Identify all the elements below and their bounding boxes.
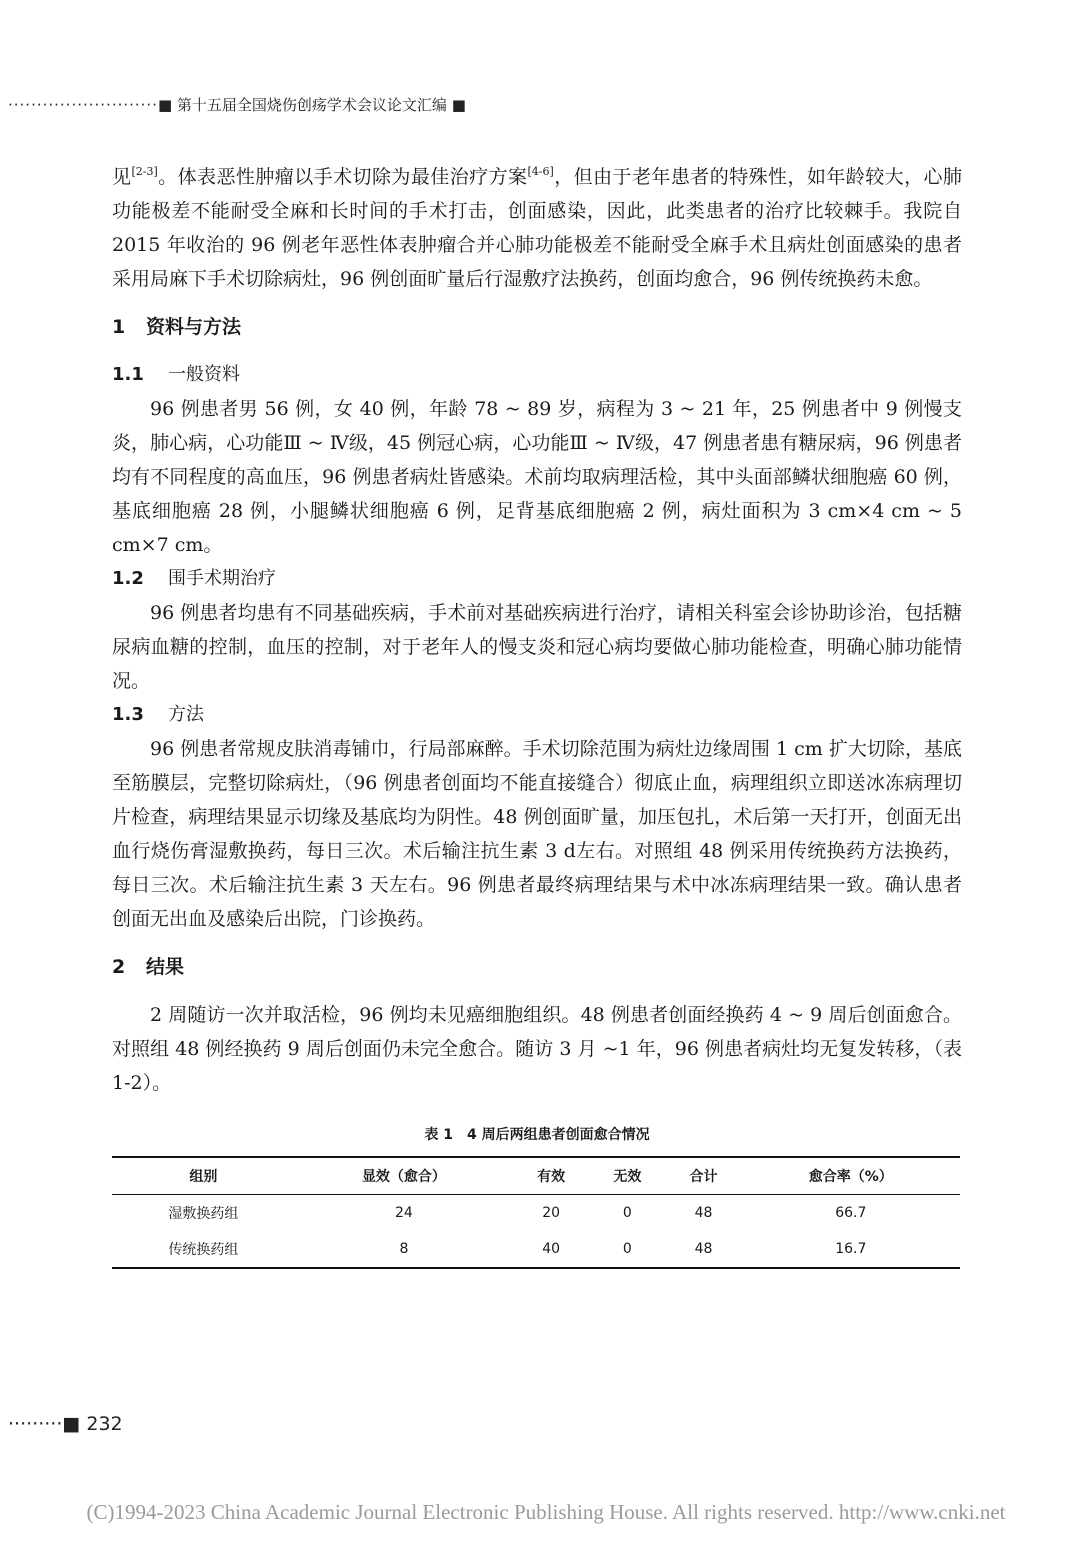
subsection-1-2-title: 围手术期治疗 — [168, 568, 276, 589]
table-header-cell: 愈合率（%） — [742, 1157, 960, 1195]
table-cell: 20 — [542, 1205, 561, 1221]
subsection-1-1-heading — [112, 358, 962, 392]
subsection-1-2-paragraph: 96 例患者均患有不同基础疾病，手术前对基础疾病进行治疗，请相关科室会诊协助诊治，包括糖尿病血糖的控制，血压的控制，对于老年人的慢支炎和冠心病均要做心肺功能检查，明确心肺功能情况。 — [112, 602, 962, 692]
section-2-heading — [112, 950, 962, 984]
intro-text-2: 。体表恶性肿瘤以手术切除为最佳治疗方案 — [157, 166, 528, 188]
table-header-row — [112, 1157, 960, 1195]
copyright-watermark: (C)1994-2023 China Academic Journal Electronic Publishing House. All rights reserved. http://www.cnki.net — [86, 1500, 1006, 1524]
subsection-1-2-heading — [112, 562, 962, 596]
table-header-cell: 组别 — [112, 1157, 295, 1195]
citation-ref-2-3: [2-3] — [131, 165, 158, 178]
subsection-1-2-number: 1.2 — [112, 568, 144, 589]
section-2-paragraph: 2 周随访一次并取活检，96 例均未见癌细胞组织。48 例患者创面经换药 4 ~ 9 周后创面愈合。对照组 48 例经换药 9 周后创面仍未完全愈合。随访 3 月 ~1 年，96 例患者病灶均无复发转移，（表 1-2）。 — [112, 1004, 962, 1094]
intro-text-1: 见 — [112, 166, 132, 188]
table-cell: 66.7 — [835, 1205, 867, 1221]
running-header — [8, 94, 466, 115]
page-number: ■ 232 — [62, 1413, 123, 1435]
intro-text-3: ，但由于老年患者的特殊性，如年龄较大，心肺功能极差不能耐受全麻和长时间的手术打击，创面感染，因此，此类患者的治疗比较棘手。我院自 2015 年收治的 96 例老年恶性体表肿瘤合并心肺功能极差不能耐受全麻手术且病灶创面感染的患者采用局麻下手术切除病灶，96 例创面旷量后行湿敷疗法换药，创面均愈合，96 例传统换药未愈。 — [112, 166, 962, 290]
table-cell: 40 — [513, 1231, 589, 1268]
table-1-caption: 表 1 4 周后两组患者创面愈合情况 — [424, 1127, 650, 1143]
table-cell: 湿敷换药组 — [168, 1206, 239, 1222]
table-header-cell: 无效 — [589, 1157, 665, 1195]
section-1-number: 1 — [112, 316, 126, 338]
page-footer — [8, 1413, 123, 1435]
citation-ref-4-6: [4-6] — [527, 165, 554, 178]
table-cell: 24 — [395, 1205, 413, 1221]
table-header-cell: 显效（愈合） — [295, 1157, 513, 1195]
table-cell: 8 — [295, 1231, 513, 1268]
subsection-1-1-title: 一般资料 — [168, 364, 240, 385]
table-cell: 传统换药组 — [112, 1231, 295, 1268]
table-cell: 48 — [665, 1231, 741, 1268]
subsection-1-1-number: 1.1 — [112, 364, 144, 385]
table-row — [112, 1195, 960, 1232]
table-cell: 16.7 — [742, 1231, 960, 1268]
section-2-title: 结果 — [146, 956, 185, 978]
section-1-heading — [112, 310, 962, 344]
table-row — [112, 1231, 960, 1268]
table-header-cell: 有效 — [513, 1157, 589, 1195]
subsection-1-3-heading — [112, 698, 962, 732]
table-cell: 0 — [622, 1205, 632, 1221]
subsection-1-3-title: 方法 — [168, 704, 204, 725]
header-leader-dots: ·························· — [8, 96, 158, 114]
table-1 — [112, 1156, 960, 1269]
subsection-1-1-paragraph: 96 例患者男 56 例，女 40 例，年龄 78 ~ 89 岁，病程为 3 ~ 21 年，25 例患者中 9 例慢支炎，肺心病，心功能Ⅲ ~ Ⅳ级，45 例冠心病，心功能Ⅲ ~ Ⅳ级，47 例患者患有糖尿病，96 例患者均有不同程度的高血压，96 例患者病灶皆感染。术前均取病理活检，其中头面部鳞状细胞癌 60 例，基底细胞癌 28 例，小腿鳞状细胞癌 6 例，足背基底细胞癌 2 例，病灶面积为 3 cm×4 cm ~ 5 cm×7 cm。 — [112, 398, 962, 556]
table-cell: 48 — [694, 1205, 713, 1221]
header-title: ■ 第十五届全国烧伤创疡学术会议论文汇编 ■ — [157, 96, 466, 114]
subsection-1-3-paragraph: 96 例患者常规皮肤消毒铺巾，行局部麻醉。手术切除范围为病灶边缘周围 1 cm 扩大切除，基底至筋膜层，完整切除病灶，（96 例患者创面均不能直接缝合）彻底止血，病理组织立即送冰冻病理切片检查，病理结果显示切缘及基底均为阴性。48 例创面旷量，加压包扎，术后第一天打开，创面无出血行烧伤膏湿敷换药，每日三次。术后输注抗生素 3 d左右。对照组 48 例采用传统换药方法换药，每日三次。术后输注抗生素 3 天左右。96 例患者最终病理结果与术中冰冻病理结果一致。确认患者创面无出血及感染后出院，门诊换药。 — [112, 738, 962, 930]
section-1-title: 资料与方法 — [146, 316, 242, 338]
footer-leader-dots: ········· — [8, 1413, 63, 1435]
subsection-1-3-number: 1.3 — [112, 704, 144, 725]
section-2-number: 2 — [112, 956, 126, 978]
table-cell: 0 — [589, 1231, 665, 1268]
table-header-cell: 合计 — [665, 1157, 741, 1195]
intro-paragraph — [112, 160, 962, 296]
article-body — [112, 160, 962, 1269]
